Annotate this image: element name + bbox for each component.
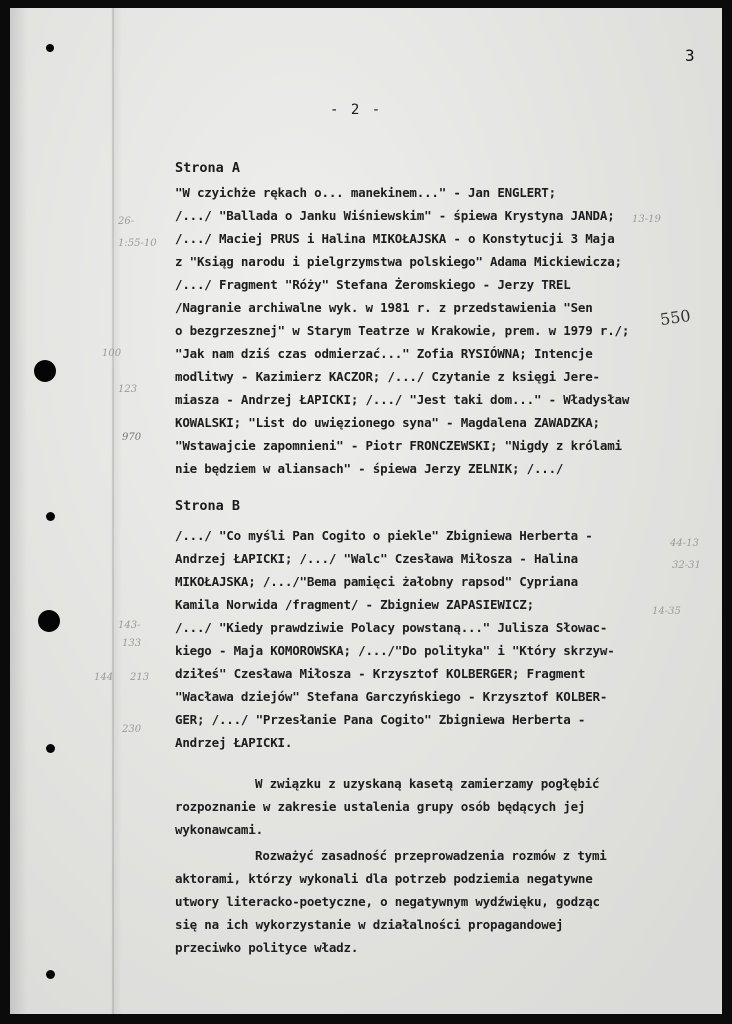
section-a-line: o bezgrzesznej" w Starym Teatrze w Krakowie, prem. w 1979 r./;: [175, 323, 630, 338]
center-page-number: - 2 -: [330, 102, 383, 118]
margin-note: 133: [122, 638, 142, 649]
margin-note: 100: [102, 348, 122, 359]
margin-note: 144: [94, 672, 114, 683]
punch-hole: [34, 360, 56, 382]
section-a-line: /Nagranie archiwalne wyk. w 1981 r. z przedstawienia "Sen: [175, 300, 593, 315]
punch-hole: [38, 610, 60, 632]
section-a-line: "W czyichże rękach o... manekinem..." - Jan ENGLERT;: [175, 185, 556, 200]
margin-note: 32-31: [672, 560, 701, 571]
punch-mark: [46, 744, 55, 753]
margin-note: 13-19: [632, 214, 661, 225]
punch-mark: [46, 512, 55, 521]
section-a-line: /.../ Fragment "Róży" Stefana Żeromskiego - Jerzy TREL: [175, 277, 571, 292]
paragraph-1-line: rozpoznanie w zakresie ustalenia grupy osób będących jej: [175, 799, 586, 814]
paragraph-1-line: W związku z uzyskaną kasetą zamierzamy pogłębić: [255, 776, 600, 791]
margin-note: 143-: [118, 620, 141, 631]
margin-note: 26-: [118, 216, 135, 227]
margin-note: 14-35: [652, 606, 681, 617]
paragraph-2-line: utwory literacko-poetyczne, o negatywnym wydźwięku, godząc: [175, 894, 600, 909]
section-b-line: /.../ "Co myśli Pan Cogito o piekle" Zbigniewa Herberta -: [175, 528, 593, 543]
section-b-title: Strona B: [175, 498, 241, 514]
section-b-line: Andrzej ŁAPICKI; /.../ "Walc" Czesława Miłosza - Halina: [175, 551, 578, 566]
punch-mark: [46, 44, 54, 52]
paragraph-2-line: aktorami, którzy wykonali dla potrzeb podziemia negatywne: [175, 871, 593, 886]
section-a-line: /.../ Maciej PRUS i Halina MIKOŁAJSKA - o Konstytucji 3 Maja: [175, 231, 615, 246]
margin-note: 123: [118, 384, 138, 395]
handwritten-note: 550: [658, 305, 692, 330]
section-a-line: "Wstawajcie zapomnieni" - Piotr FRONCZEWSKI; "Nigdy z królami: [175, 438, 622, 453]
section-b-line: Andrzej ŁAPICKI.: [175, 735, 293, 750]
section-a-line: z "Ksiąg narodu i pielgrzymstwa polskiego" Adama Mickiewicza;: [175, 254, 622, 269]
section-b-line: GER; /.../ "Przesłanie Pana Cogito" Zbigniewa Herberta -: [175, 712, 586, 727]
paragraph-2-line: Rozważyć zasadność przeprowadzenia rozmów z tymi: [255, 848, 607, 863]
section-b-line: kiego - Maja KOMOROWSKA; /.../"Do polityka" i "Który skrzyw-: [175, 643, 615, 658]
document-page: [10, 8, 722, 1014]
margin-note: 230: [122, 724, 142, 735]
margin-note: 213: [130, 672, 150, 683]
section-b-line: Kamila Norwida /fragment/ - Zbigniew ZAPASIEWICZ;: [175, 597, 534, 612]
page-number: 3: [685, 46, 695, 65]
section-a-line: nie będziem w aliansach" - śpiewa Jerzy ZELNIK; /.../: [175, 461, 564, 476]
margin-note: 970: [122, 432, 142, 443]
paragraph-2-line: się na ich wykorzystanie w działalności propagandowej: [175, 917, 564, 932]
margin-note: 1:55-10: [118, 238, 157, 249]
section-b-line: "Wacława dziejów" Stefana Garczyńskiego - Krzysztof KOLBER-: [175, 689, 608, 704]
section-b-line: MIKOŁAJSKA; /.../"Bema pamięci żałobny rapsod" Cypriana: [175, 574, 578, 589]
fold-shadow: [112, 8, 114, 1014]
section-b-line: /.../ "Kiedy prawdziwie Polacy powstaną..." Julisza Słowac-: [175, 620, 608, 635]
section-a-line: "Jak nam dziś czas odmierzać..." Zofia RYSIÓWNA; Intencje: [175, 346, 593, 361]
section-b-line: dziłeś" Czesława Miłosza - Krzysztof KOLBERGER; Fragment: [175, 666, 586, 681]
section-a-line: KOWALSKI; "List do uwięzionego syna" - Magdalena ZAWADZKA;: [175, 415, 600, 430]
section-a-line: miasza - Andrzej ŁAPICKI; /.../ "Jest taki dom..." - Władysław: [175, 392, 630, 407]
section-a-title: Strona A: [175, 160, 241, 176]
paragraph-1-line: wykonawcami.: [175, 822, 263, 837]
punch-mark: [46, 970, 55, 979]
margin-note: 44-13: [670, 538, 699, 549]
section-a-line: modlitwy - Kazimierz KACZOR; /.../ Czytanie z księgi Jere-: [175, 369, 600, 384]
section-a-line: /.../ "Ballada o Janku Wiśniewskim" - śpiewa Krystyna JANDA;: [175, 208, 615, 223]
paragraph-2-line: przeciwko polityce władz.: [175, 940, 359, 955]
